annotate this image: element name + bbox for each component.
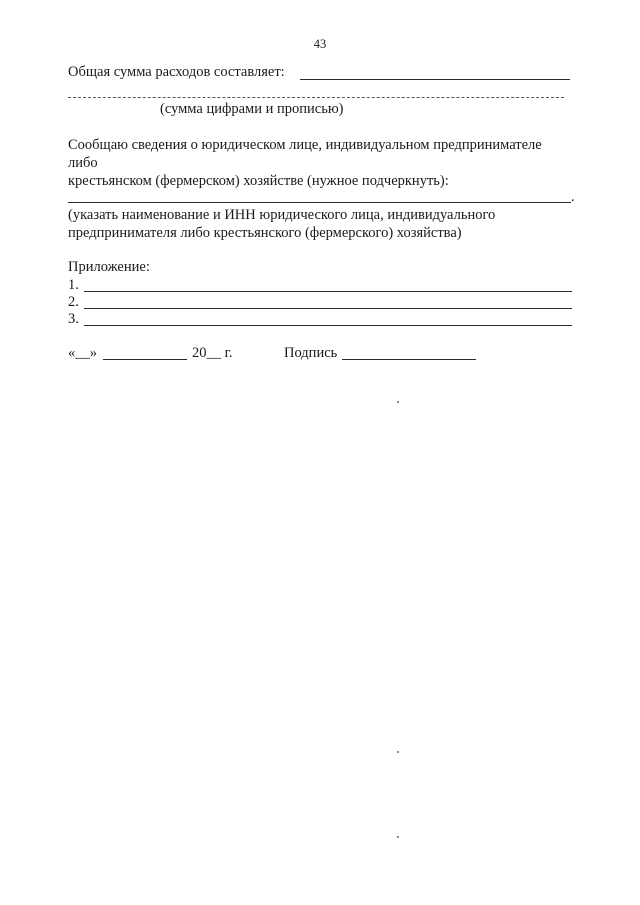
entity-text-line-1: Сообщаю сведения о юридическом лице, индивидуальном предпринимателе [68,137,542,153]
attachment-item-3-field[interactable] [84,325,572,326]
attachment-item-2-number: 2. [68,294,79,310]
scan-speck [397,401,399,403]
scan-speck [397,751,399,753]
expenses-label: Общая сумма расходов составляет: [68,64,285,80]
expenses-amount-continuation-field[interactable] [68,97,564,98]
attachment-item-1-field[interactable] [84,291,572,292]
attachment-item-3-number: 3. [68,311,79,327]
expenses-hint: (сумма цифрами и прописью) [160,101,344,117]
entity-hint-line-2: предпринимателя либо крестьянского (фермерского) хозяйства) [68,225,462,241]
signature-field[interactable] [342,359,476,360]
attachment-item-1-number: 1. [68,277,79,293]
date-year-field[interactable]: 20__ г. [192,345,233,361]
page-number: 43 [313,37,327,51]
date-month-field[interactable] [103,359,187,360]
expenses-amount-field[interactable] [300,79,570,80]
entity-name-field[interactable] [68,202,571,203]
date-day-field[interactable]: «__» [68,345,97,361]
entity-text-line-2: либо [68,155,98,171]
entity-hint-line-1: (указать наименование и ИНН юридического лица, индивидуального [68,207,496,223]
entity-field-end-mark: . [571,189,575,205]
scan-speck [397,836,399,838]
entity-text-line-3: крестьянском (фермерском) хозяйстве (нужное подчеркнуть): [68,173,449,189]
signature-label: Подпись [284,345,338,361]
attachments-title: Приложение: [68,259,150,275]
attachment-item-2-field[interactable] [84,308,572,309]
